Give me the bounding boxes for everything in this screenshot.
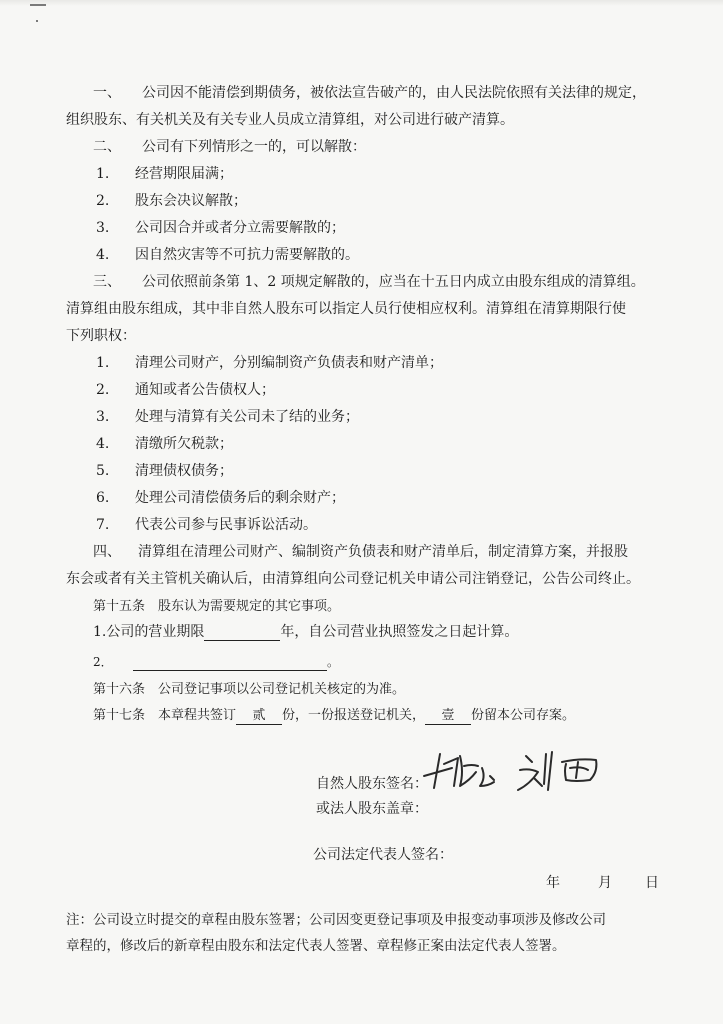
clause-3-line-3: 下列职权：: [66, 328, 136, 344]
clause-4-number: 四、: [93, 544, 121, 560]
clause-2-line: [93, 138, 366, 156]
article-16: 第十六条 公司登记事项以公司登记机关核定的为准。: [93, 682, 406, 697]
clause-2-text: 公司有下列情形之一的，可以解散：: [142, 139, 366, 155]
date-month: 月: [598, 875, 612, 891]
clause-2-number: 二、: [93, 139, 121, 155]
item-number: 7.: [96, 517, 110, 533]
legal-person-seal-label: 或法人股东盖章：: [316, 801, 428, 817]
term-years-blank: [204, 624, 280, 641]
clause-1-line-2: 组织股东、有关机关及有关专业人员成立清算组，对公司进行破产清算。: [66, 112, 514, 128]
scan-mark: [30, 4, 46, 6]
item-number: 5.: [96, 463, 110, 479]
item-text: 清理公司财产，分别编制资产负债表和财产清单；: [135, 355, 443, 371]
clause-1-text: 公司因不能清偿到期债务，被依法宣告破产的，由人民法院依照有关法律的规定，: [142, 85, 646, 101]
copies-kept: 壹: [425, 708, 471, 725]
article-17-suffix: 份留本公司存案。: [471, 708, 576, 723]
clause-4-line-1: [93, 543, 628, 561]
clause-3-number: 三、: [93, 274, 121, 290]
item-text: 代表公司参与民事诉讼活动。: [135, 517, 317, 533]
item-number: 4.: [96, 247, 110, 263]
footnote-line-2: 章程的，修改后的新章程由股东和法定代表人签署、章程修正案由法定代表人签署。: [66, 938, 566, 954]
clause-2-item: [96, 165, 233, 183]
clause-3-item: [96, 435, 233, 453]
item-text: 股东会决议解散；: [135, 193, 247, 209]
scan-dot: [36, 20, 38, 22]
footnote-line-1: 注：公司设立时提交的章程由股东签署；公司因变更登记事项及申报变动事项涉及修改公司: [66, 912, 606, 928]
clause-3-item: [96, 516, 317, 534]
item-number: 6.: [96, 490, 110, 506]
clause-2-item: [96, 219, 345, 237]
item-text: 清理债权债务；: [135, 463, 233, 479]
item-2-suffix: 。: [327, 655, 340, 669]
clause-3-text: 公司依照前条第 1、2 项规定解散的，应当在十五日内成立由股东组成的清算组。: [142, 274, 645, 290]
item-number: 1.: [96, 355, 110, 371]
item-number: 2.: [96, 193, 110, 209]
article-17-middle: 份，一份报送登记机关，: [282, 708, 426, 723]
article-15-item-1: [93, 623, 518, 641]
date-day: 日: [645, 875, 659, 891]
article-15-item-2: [93, 653, 339, 671]
copies-total: 贰: [236, 708, 282, 725]
clause-4-line-2: 东会或者有关主管机关确认后，由清算组向公司登记机关申请公司注销登记，公告公司终止。: [66, 571, 640, 587]
handwritten-signature-drawing: [420, 742, 630, 802]
page-top-edge: [0, 0, 723, 6]
clause-3-item: [96, 381, 275, 399]
handwritten-signature: [420, 742, 630, 806]
clause-1-number: 一、: [93, 85, 121, 101]
clause-2-item: [96, 192, 247, 210]
item-number: 3.: [96, 220, 110, 236]
legal-rep-signature-label: 公司法定代表人签名：: [313, 847, 453, 863]
term-suffix: 年，自公司营业执照签发之日起计算。: [280, 624, 519, 640]
clause-3-line-1: [93, 273, 645, 291]
clause-3-item: [96, 408, 359, 426]
item-text: 通知或者公告债权人；: [135, 382, 275, 398]
article-17-prefix: 第十七条 本章程共签订: [93, 708, 237, 723]
item-text: 经营期限届满；: [135, 166, 233, 182]
clause-3-line-2: 清算组由股东组成，其中非自然人股东可以指定人员行使相应权利。清算组在清算期限行使: [66, 301, 626, 317]
clause-4-text: 清算组在清理公司财产、编制资产负债表和财产清单后，制定清算方案，并报股: [138, 544, 628, 560]
clause-1-line-1: [93, 84, 646, 102]
clause-3-item: [96, 489, 345, 507]
article-17: [93, 707, 575, 725]
item-text: 处理公司清偿债务后的剩余财产；: [135, 490, 345, 506]
item-text: 清缴所欠税款；: [135, 436, 233, 452]
natural-person-signature-label: 自然人股东签名：: [316, 776, 428, 792]
term-prefix: 1.公司的营业期限: [93, 624, 205, 640]
item-text: 公司因合并或者分立需要解散的；: [135, 220, 345, 236]
item-2-number: 2．: [93, 655, 113, 669]
clause-3-item: [96, 462, 233, 480]
clause-3-item: [96, 354, 443, 372]
clause-2-item: [96, 246, 359, 264]
item-number: 1.: [96, 166, 110, 182]
item-text: 因自然灾害等不可抗力需要解散的。: [135, 247, 359, 263]
item-number: 3.: [96, 409, 110, 425]
article-15-title: 第十五条 股东认为需要规定的其它事项。: [93, 599, 341, 614]
date-year: 年: [546, 875, 560, 891]
item-number: 4.: [96, 436, 110, 452]
item-2-blank: [133, 654, 327, 671]
item-text: 处理与清算有关公司未了结的业务；: [135, 409, 359, 425]
item-number: 2.: [96, 382, 110, 398]
